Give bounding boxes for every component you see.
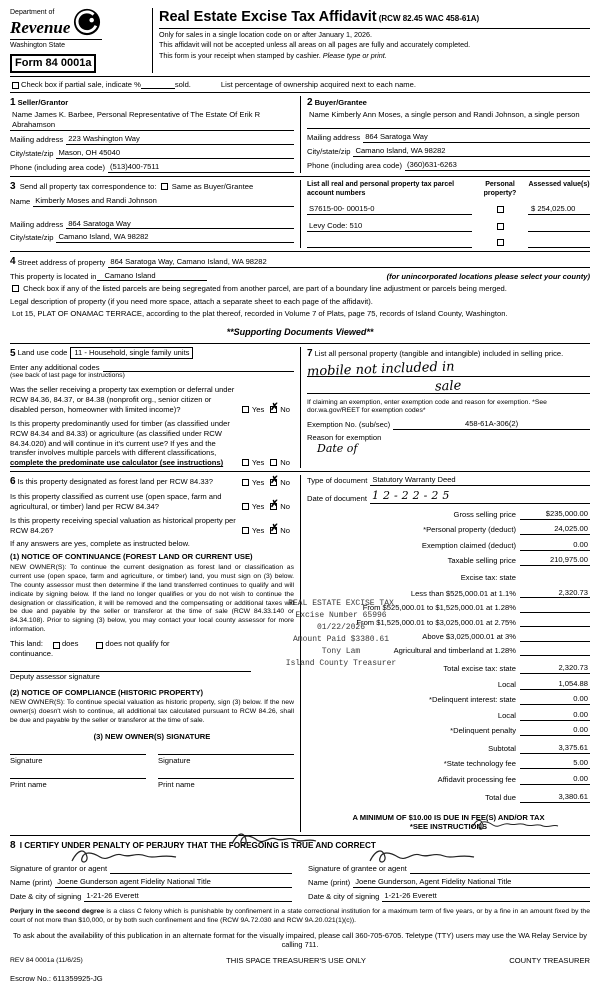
grantee-print-name-field[interactable]: Joene Gunderson, Agent Fidelity National Title bbox=[353, 877, 590, 888]
taxable-selling-price-label: Taxable selling price bbox=[447, 556, 516, 566]
new-owner-signature-field[interactable] bbox=[10, 754, 146, 766]
buyer-grantee-block bbox=[300, 96, 590, 172]
reason-for-exemption-field[interactable]: Date of bbox=[317, 442, 358, 455]
notice-of-compliance-text: NEW OWNER(S): To continue special valuation as historic property, sign (3) below. If the new owner(s) doesn't wish to continue, all additional tax calculated pursuant to RCW 84.26, shall be due and payable by the seller or transferor at the time of sale. bbox=[10, 699, 294, 725]
print-name-label: Print name bbox=[10, 779, 47, 789]
stamp-amount-paid: Amount Paid $3380.61 bbox=[292, 635, 389, 644]
same-as-buyer-checkbox[interactable] bbox=[161, 183, 168, 190]
yes-checkbox[interactable] bbox=[242, 503, 249, 510]
seller-phone-label: Phone (including area code) bbox=[10, 162, 105, 172]
section1-title: Seller/Grantor bbox=[17, 98, 69, 108]
buyer-name-label: Name bbox=[309, 110, 330, 120]
exemption-claimed-label: Exemption claimed (deduct) bbox=[421, 540, 516, 550]
question-text bbox=[10, 419, 240, 468]
delinquent-penalty-value[interactable]: 0.00 bbox=[520, 725, 590, 736]
assessed-value-field[interactable] bbox=[528, 223, 590, 232]
type-or-print-note: Please type or print. bbox=[322, 50, 387, 60]
land-use-block bbox=[10, 347, 300, 469]
yes-checkbox[interactable] bbox=[242, 527, 249, 534]
subtotal-value[interactable]: 3,375.61 bbox=[520, 743, 590, 754]
partial-percent-field[interactable] bbox=[141, 88, 175, 89]
parcel-table bbox=[300, 180, 590, 248]
located-in-field[interactable]: Camano Island bbox=[97, 271, 207, 282]
section1-number: 1 bbox=[10, 97, 16, 109]
does-label: does bbox=[61, 638, 79, 648]
located-in-label: This property is located in bbox=[10, 271, 97, 281]
grantor-date-city-field[interactable]: 1-21-26 Everett bbox=[84, 891, 292, 902]
continuance-label: continuance. bbox=[10, 648, 54, 658]
tier1-value[interactable]: 2,320.73 bbox=[520, 588, 590, 599]
parcel-col-header: List all real and personal property tax parcel account numbers bbox=[307, 180, 455, 197]
personal-property-col-header: Personal property? bbox=[483, 180, 517, 197]
parcel-number-field[interactable]: Levy Code: 510 bbox=[307, 221, 472, 232]
signature-label: Signature bbox=[10, 755, 43, 765]
local-tax-value[interactable]: 1,054.88 bbox=[520, 679, 590, 690]
name-print-label: Name (print) bbox=[308, 878, 351, 888]
section7-number: 7 bbox=[307, 347, 313, 359]
rev-number: REV 84 0001a (11/6/25) bbox=[10, 956, 83, 964]
reason-for-exemption-label: Reason for exemption bbox=[307, 433, 382, 443]
tier3-label: From $1,525,000.01 to $3,025,000.01 at 2.75% bbox=[356, 617, 516, 627]
buyer-citystatezip-field[interactable]: Camano Island, WA 98282 bbox=[353, 146, 590, 157]
no-checkbox[interactable] bbox=[270, 522, 279, 534]
exemption-deferral-question bbox=[10, 385, 294, 415]
partial-sale-label: Check box if partial sale, indicate % bbox=[21, 79, 141, 89]
total-excise-state-value[interactable]: 2,320.73 bbox=[520, 663, 590, 674]
perjury-notice bbox=[10, 908, 590, 926]
same-as-buyer-label: Same as Buyer/Grantee bbox=[171, 181, 254, 191]
no-label: No bbox=[280, 502, 290, 512]
yes-label: Yes bbox=[251, 405, 265, 415]
excise-tax-state-label: Excise tax: state bbox=[460, 573, 516, 583]
buyer-address-field[interactable]: 864 Saratoga Way bbox=[363, 132, 590, 143]
street-address-label: Street address of property bbox=[17, 257, 106, 267]
current-use-question bbox=[10, 492, 294, 512]
washington-state-label: Washington State bbox=[10, 39, 102, 50]
checkmark: ✗ bbox=[270, 499, 279, 511]
minimum-fee-line1: A MINIMUM OF $10.00 IS DUE IN FEE(S) AND/OR TAX bbox=[352, 812, 545, 822]
gross-selling-price-label: Gross selling price bbox=[453, 509, 516, 519]
excise-tax-state-value bbox=[520, 574, 590, 583]
perjury-regular-text: is a class C felony which is punishable by confinement in a state correctional institution for a maximum term of five years, or by a fine in an amount fixed by the court of not more than $10,000, or by both such confinement and fine (RCW 9A.72.030 and RCW 9A.20.021(1)(c)). bbox=[10, 907, 590, 924]
land-use-code-field[interactable]: 11 - Household, single family units bbox=[70, 347, 193, 359]
parcel-row bbox=[307, 204, 590, 215]
exemption-number-field[interactable]: 458-61A-306(2) bbox=[393, 419, 590, 430]
certification-section bbox=[10, 839, 590, 902]
dor-logo-icon bbox=[73, 8, 101, 39]
predominate-use-calculator-link: complete the predominate use calculator (see instructions) bbox=[10, 458, 224, 468]
buyer-phone-field[interactable]: (360)631-6263 bbox=[405, 160, 590, 171]
correspondence-name-field[interactable]: Kimberly Moses and Randi Johnson bbox=[33, 196, 294, 207]
minimum-fee-notice bbox=[307, 813, 590, 833]
buyer-phone-label: Phone (including area code) bbox=[307, 161, 402, 171]
question-text-regular: Is this property predominantly used for timber (as classified under RCW 84.34 and 84.33) or agriculture (as classified under RCW 84.34.020) and will continue in it's current use? If yes and the transfer involves multiple parcels with different classifications, bbox=[10, 418, 230, 458]
partial-sold-label: sold. bbox=[174, 79, 191, 89]
historical-property-question bbox=[10, 516, 294, 536]
question-text: Is this property classified as current use (open space, farm and agricultural, or timber) land per RCW 84.34? bbox=[10, 492, 222, 512]
assessed-value-col-header: Assessed value(s) bbox=[528, 180, 590, 188]
stamp-treasurer-name: Tony Lam bbox=[321, 647, 361, 656]
does-qualify-checkbox[interactable] bbox=[53, 642, 60, 649]
grantee-signature-label: Signature of grantee or agent bbox=[308, 864, 407, 874]
divider bbox=[10, 92, 590, 93]
section5-number: 5 bbox=[10, 347, 16, 359]
section6-number: 6 bbox=[10, 476, 16, 488]
exemption-intro: If claiming an exemption, enter exemption code and reason for exemption. *See dor.wa.gov/REET for exemption codes* bbox=[307, 398, 547, 415]
seller-citystatezip-label: City/state/zip bbox=[10, 149, 54, 159]
notice-of-compliance-heading: (2) NOTICE OF COMPLIANCE (HISTORIC PROPERTY) bbox=[10, 687, 204, 697]
affidavit-processing-fee-label: Affidavit processing fee bbox=[437, 774, 516, 784]
page-title: Real Estate Excise Tax Affidavit bbox=[159, 9, 377, 25]
question-text: Is this property designated as forest land per RCW 84.33? bbox=[17, 477, 213, 487]
personal-property-checkbox[interactable] bbox=[497, 223, 504, 230]
notice-of-continuance-heading: (1) NOTICE OF CONTINUANCE (FOREST LAND OR CURRENT USE) bbox=[10, 552, 253, 562]
dept-of-label: Department of bbox=[10, 9, 55, 16]
segregated-checkbox[interactable] bbox=[12, 285, 19, 292]
certify-statement: I CERTIFY UNDER PENALTY OF PERJURY THAT THE FOREGOING IS TRUE AND CORRECT bbox=[19, 841, 376, 851]
no-checkbox[interactable] bbox=[270, 402, 279, 414]
divider bbox=[10, 251, 590, 252]
yes-no-group bbox=[240, 402, 294, 415]
assessed-value-field[interactable]: $ 254,025.00 bbox=[528, 204, 590, 215]
no-label: No bbox=[280, 458, 290, 468]
tier3-value[interactable] bbox=[520, 618, 590, 627]
correspondence-citystatezip-field[interactable]: Camano Island, WA 98282 bbox=[56, 232, 294, 243]
personal-property-line2[interactable] bbox=[307, 380, 590, 394]
no-checkbox[interactable] bbox=[270, 475, 279, 487]
additional-codes-label: Enter any additional codes bbox=[10, 362, 100, 372]
yes-checkbox[interactable] bbox=[242, 479, 249, 486]
tax-correspondence-block bbox=[10, 180, 300, 248]
grantor-signature-block bbox=[10, 858, 292, 902]
footer-row bbox=[10, 956, 590, 966]
stamp-excise-number: Excise Number 65996 bbox=[295, 611, 387, 620]
state-technology-fee-label: *State technology fee bbox=[443, 759, 516, 769]
exemption-number-label: Exemption No. (sub/sec) bbox=[307, 420, 391, 430]
correspondence-address-field[interactable]: 864 Saratoga Way bbox=[66, 219, 294, 230]
tier4-value[interactable] bbox=[520, 633, 590, 642]
grantor-signature-field[interactable] bbox=[110, 865, 292, 874]
taxable-selling-price-value[interactable]: 210,975.00 bbox=[520, 555, 590, 566]
rcw-reference: (RCW 82.45 WAC 458-61A) bbox=[378, 14, 480, 23]
type-of-document-field[interactable]: Statutory Warranty Deed bbox=[370, 475, 590, 486]
yes-label: Yes bbox=[251, 458, 265, 468]
legal-description-label: Legal description of property (if you need more space, attach a separate sheet to each page of the affidavit). bbox=[10, 297, 373, 307]
note-receipt-text: This form is your receipt when stamped by cashier. bbox=[159, 50, 321, 60]
header bbox=[10, 8, 590, 73]
personal-property-checkbox[interactable] bbox=[497, 206, 504, 213]
delinquent-interest-state-label: *Delinquent interest: state bbox=[429, 695, 516, 705]
subtotal-label: Subtotal bbox=[488, 743, 516, 753]
grantor-signature-label: Signature of grantor or agent bbox=[10, 864, 108, 874]
no-label: No bbox=[280, 405, 290, 415]
handwritten-note: mobile not included in bbox=[306, 359, 455, 380]
new-owner-signature-field[interactable] bbox=[158, 754, 294, 766]
section3-number: 3 bbox=[10, 180, 16, 192]
name-print-label: Name (print) bbox=[10, 878, 53, 888]
tier2-label: From $525,000.01 to $1,525,000.01 at 1.28% bbox=[362, 603, 516, 613]
divider bbox=[10, 343, 590, 344]
grantee-date-city-field[interactable]: 1-21-26 Everett bbox=[382, 891, 590, 902]
section8-number: 8 bbox=[10, 840, 16, 852]
dor-logo-block bbox=[10, 8, 152, 73]
total-excise-state-label: Total excise tax: state bbox=[443, 664, 516, 674]
stamp-date: 01/22/2026 bbox=[316, 623, 365, 632]
alternate-format-notice: To ask about the availability of this publication in an alternate format for the visually impaired, please call 360-705-6705. Teletype (TTY) users may use the WA Relay Service by calling 711. bbox=[13, 930, 587, 950]
delinquent-interest-local-value[interactable]: 0.00 bbox=[520, 710, 590, 721]
seller-citystatezip-field[interactable]: Mason, OH 45040 bbox=[56, 148, 294, 159]
divider bbox=[10, 835, 590, 836]
divider bbox=[10, 176, 590, 177]
personal-property-checkbox[interactable] bbox=[497, 239, 504, 246]
note-accepted: This affidavit will not be accepted unless all areas on all pages are fully and accurately completed. bbox=[159, 40, 471, 50]
personal-property-block bbox=[300, 347, 590, 469]
personal-property-deduct-label: *Personal property (deduct) bbox=[423, 525, 516, 535]
handwritten-note: sale bbox=[435, 378, 462, 395]
date-of-document-label: Date of document bbox=[307, 494, 367, 504]
grantee-signature-block bbox=[308, 858, 590, 902]
revenue-wordmark: Revenue bbox=[10, 18, 71, 38]
seller-address-field[interactable]: 223 Washington Way bbox=[66, 134, 294, 145]
correspondence-citystatezip-label: City/state/zip bbox=[10, 233, 54, 243]
parcel-number-field[interactable]: S7615-00- 00015-0 bbox=[307, 204, 472, 215]
grantee-signature-field[interactable] bbox=[410, 865, 590, 874]
affidavit-processing-fee-value[interactable]: 0.00 bbox=[520, 774, 590, 785]
additional-codes-field[interactable] bbox=[103, 363, 295, 372]
delinquent-interest-local-label: Local bbox=[497, 710, 516, 720]
new-owners-signature-heading: (3) NEW OWNER(S) SIGNATURE bbox=[93, 731, 211, 741]
question-text: Is this property receiving special valuation as historical property per RCW 84.26? bbox=[10, 515, 236, 535]
date-of-document-field[interactable]: 12-22-25 bbox=[370, 489, 590, 504]
tier4-label: Above $3,025,000.01 at 3% bbox=[422, 631, 516, 641]
new-owner-printname-field[interactable] bbox=[10, 778, 146, 790]
yes-no-group bbox=[240, 458, 294, 468]
does-not-qualify-checkbox[interactable] bbox=[96, 642, 103, 649]
tier2-value[interactable] bbox=[520, 604, 590, 613]
section2-number: 2 bbox=[307, 97, 313, 109]
personal-property-line1[interactable] bbox=[306, 359, 590, 380]
deputy-assessor-signature-label: Deputy assessor signature bbox=[10, 671, 100, 681]
forest-land-question bbox=[10, 475, 294, 488]
checkmark: ✗ bbox=[270, 522, 279, 534]
personal-property-deduct-value[interactable]: 24,025.00 bbox=[520, 524, 590, 535]
form-number: Form 84 0001a bbox=[10, 54, 96, 72]
land-use-and-personal-property-section bbox=[10, 347, 590, 469]
supporting-documents-viewed: **Supporting Documents Viewed** bbox=[226, 326, 374, 337]
see-instructions-note: *SEE INSTRUCTIONS bbox=[409, 822, 488, 832]
no-checkbox[interactable] bbox=[270, 459, 277, 466]
grantor-print-name-field[interactable]: Joene Gunderson agent Fidelity National Title bbox=[55, 877, 292, 888]
segregated-label: Check box if any of the listed parcels are being segregated from another parcel, are part of a boundary line adjustment or parcels being merged. bbox=[23, 284, 507, 294]
divider bbox=[10, 471, 590, 472]
timber-agriculture-question bbox=[10, 419, 294, 468]
parcel-number-field[interactable] bbox=[307, 239, 472, 248]
escrow-number: Escrow No.: 611359925-JG bbox=[10, 973, 103, 983]
assessed-value-field[interactable] bbox=[528, 239, 590, 248]
parcel-row bbox=[307, 221, 590, 232]
partial-sale-row bbox=[10, 80, 590, 90]
title-block bbox=[152, 8, 590, 73]
legal-description-value[interactable]: Lot 15, PLAT OF ONAMAC TERRACE, according to the plat thereof, recorded in Volume 7 of Plats, page 75, records of Island County, Washington. bbox=[12, 309, 508, 319]
seller-address-label: Mailing address bbox=[10, 135, 64, 145]
correspondence-name-label: Name bbox=[10, 196, 31, 206]
treasurer-use-only-label: THIS SPACE TREASURER'S USE ONLY bbox=[226, 955, 366, 965]
seller-name-label: Name bbox=[12, 110, 33, 120]
yes-checkbox[interactable] bbox=[242, 459, 249, 466]
section2-title: Buyer/Grantee bbox=[314, 98, 367, 108]
date-city-label: Date & city of signing bbox=[10, 892, 82, 902]
no-label: No bbox=[280, 478, 290, 488]
notice-of-continuance-text: NEW OWNER(S): To continue the current designation as forest land or classification as current use (open space, farm and agriculture, or timber) land, you must sign on (3) below. The county assessor must then determine if the land transferred continues to qualify and will indicate by signing below. If the land no longer qualifies or you do not wish to continue the designation or classification, it will be removed and the compensating or additional taxes will be due and payable by the seller or transferor at the time of sale (RCW 84.33.140 or 84.34.108). Prior to signing (3) below, you may contact your local county assessor for more information. bbox=[10, 564, 294, 634]
no-label: No bbox=[280, 525, 290, 535]
stamp-title: REAL ESTATE EXCISE TAX bbox=[288, 599, 394, 608]
note-single-location: Only for sales in a single location code on or after January 1, 2026. bbox=[159, 29, 372, 39]
does-not-label: does not qualify for bbox=[105, 638, 170, 648]
total-due-value[interactable]: 3,380.61 bbox=[520, 792, 590, 803]
buyer-address-label: Mailing address bbox=[307, 133, 361, 143]
personal-property-intro: List all personal property (tangible and intangible) included in selling price. bbox=[314, 348, 564, 358]
ownership-percent-note: List percentage of ownership acquired next to each name. bbox=[220, 79, 416, 89]
yes-label: Yes bbox=[251, 525, 265, 535]
yes-label: Yes bbox=[251, 502, 265, 512]
parties-section bbox=[10, 96, 590, 172]
perjury-bold-text: Perjury in the second degree bbox=[10, 907, 105, 915]
exemption-claimed-value[interactable]: 0.00 bbox=[520, 540, 590, 551]
buyer-name-field[interactable] bbox=[307, 110, 590, 129]
tier1-label: Less than $525,000.01 at 1.1% bbox=[410, 588, 516, 598]
if-yes-note: If any answers are yes, complete as instructed below. bbox=[10, 538, 190, 548]
total-due-label: Total due bbox=[485, 792, 516, 802]
buyer-citystatezip-label: City/state/zip bbox=[307, 147, 351, 157]
unincorporated-note: (for unincorporated locations please select your county) bbox=[386, 271, 590, 281]
agricultural-timberland-label: Agricultural and timberland at 1.28% bbox=[393, 646, 516, 656]
land-use-code-label: Land use code bbox=[17, 348, 68, 358]
local-tax-label: Local bbox=[497, 679, 516, 689]
new-owner-printname-field[interactable] bbox=[158, 778, 294, 790]
seller-grantor-block bbox=[10, 96, 300, 172]
street-address-field[interactable]: 864 Saratoga Way, Camano Island, WA 98282 bbox=[108, 257, 590, 268]
parcel-row bbox=[307, 238, 590, 248]
property-location-section bbox=[10, 255, 590, 319]
delinquent-penalty-label: *Delinquent penalty bbox=[450, 726, 516, 736]
checkmark: ✗ bbox=[270, 402, 279, 414]
yes-label: Yes bbox=[251, 478, 265, 488]
print-name-label: Print name bbox=[158, 779, 195, 789]
additional-codes-note: (see back of last page for instructions) bbox=[10, 372, 125, 380]
question-text: Was the seller receiving a property tax exemption or deferral under RCW 84.36, 84.37, or 84.38 (nonprofit org., senior citizen or disabled person, homeowner with limited income)? bbox=[10, 385, 235, 415]
seller-name-field[interactable] bbox=[10, 110, 294, 131]
gross-selling-price-value[interactable]: $235,000.00 bbox=[520, 509, 590, 520]
correspondence-and-parcels-section bbox=[10, 180, 590, 248]
agricultural-timberland-value[interactable] bbox=[520, 647, 590, 656]
no-checkbox[interactable] bbox=[270, 499, 279, 511]
type-of-document-label: Type of document bbox=[307, 476, 368, 486]
buyer-name-value: Kimberly Ann Moses, a single person and Randi Johnson, a single person bbox=[331, 110, 580, 120]
seller-phone-field[interactable]: (513)400-7511 bbox=[108, 162, 294, 173]
correspondence-intro: Send all property tax correspondence to: bbox=[19, 181, 157, 191]
divider bbox=[10, 76, 590, 77]
yes-checkbox[interactable] bbox=[242, 406, 249, 413]
state-technology-fee-value[interactable]: 5.00 bbox=[520, 758, 590, 769]
this-land-label: This land: bbox=[10, 638, 43, 648]
section4-number: 4 bbox=[10, 255, 16, 267]
stamp-treasurer-title: Island County Treasurer bbox=[285, 659, 397, 668]
seller-name-value: James K. Barbee, Personal Representative of The Estate Of Erik R Abrahamson bbox=[12, 110, 261, 130]
treasurer-stamp bbox=[248, 598, 434, 670]
correspondence-address-label: Mailing address bbox=[10, 219, 64, 229]
partial-sale-checkbox[interactable] bbox=[12, 82, 19, 89]
checkmark: ✗ bbox=[270, 475, 279, 487]
date-city-label: Date & city of signing bbox=[308, 892, 380, 902]
county-treasurer-label: COUNTY TREASURER bbox=[509, 955, 590, 965]
delinquent-interest-state-value[interactable]: 0.00 bbox=[520, 694, 590, 705]
note-receipt bbox=[159, 51, 590, 60]
signature-label: Signature bbox=[158, 755, 191, 765]
